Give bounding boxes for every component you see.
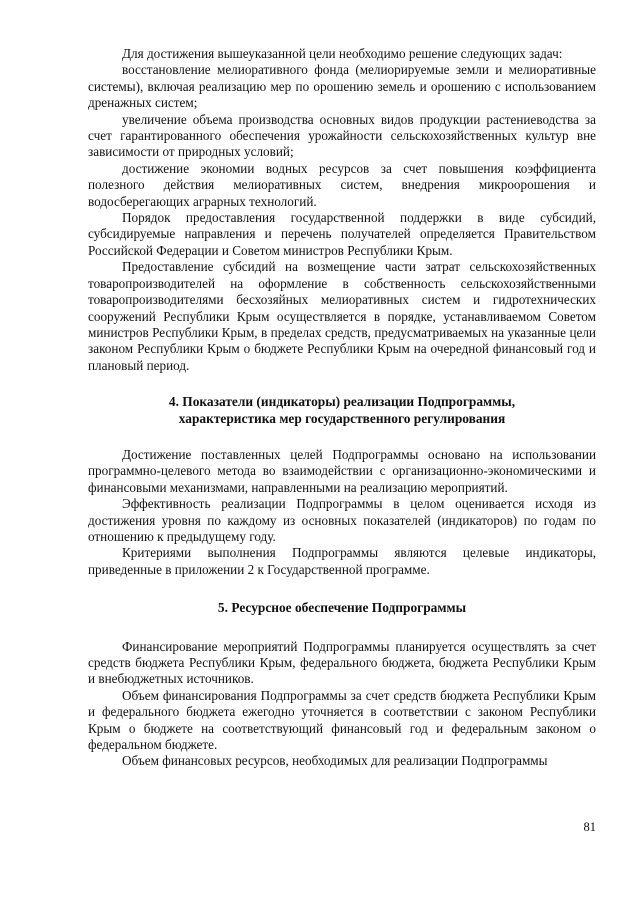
paragraph-task-2: увеличение объема производства основных видов продукции растениеводства за счет гарантированного обеспечения урожайности сельскохозяйственных культур вне зависимости от природных условий; (88, 111, 596, 160)
section-4-heading (88, 394, 596, 427)
paragraph-support-order: Порядок предоставления государственной поддержки в виде субсидий, субсидируемые направления и перечень получателей определяется Правительством Российской Федерации и Советом министров Республики Крым. (88, 210, 596, 258)
section-5-heading: 5. Ресурсное обеспечение Подпрограммы (217, 600, 467, 616)
paragraph-s5-1: Финансирование мероприятий Подпрограммы планируется осуществлять за счет средств бюджета Республики Крым, федерального бюджета, бюджета Республики Крым и внебюджетных источников. (88, 638, 596, 687)
paragraph-task-3: достижение экономии водных ресурсов за счет повышения коэффициента полезного действия мелиоративных систем, внедрения микроорошения и водосберегающих аграрных технологий. (88, 160, 596, 209)
paragraph-subsidies: Предоставление субсидий на возмещение части затрат сельскохозяйственных товаропроизводителей на оформление в собственность сельскохозяйственными товаропроизводителями бесхозяйных мелиоративных систем и гидротехнических сооружений Республики Крым осуществляется в порядке, устанавливаемом Советом министров Республики Крым, в пределах средств, предусматриваемых на указанные цели законом Республики Крым о бюджете Республики Крым на очередной финансовый год и плановый период. (88, 259, 596, 373)
section-4-heading-line-2: характеристика мер государственного регулирования (178, 410, 506, 426)
page-number: 81 (583, 820, 596, 834)
paragraph-s4-2: Эффективность реализации Подпрограммы в целом оценивается исходя из достижения уровня по каждому из основных показателей (индикаторов) по годам по отношению к предыдущему году. (88, 496, 596, 544)
paragraph-s4-3: Критериями выполнения Подпрограммы являются целевые индикаторы, приведенные в приложении 2 к Государственной программе. (88, 545, 596, 577)
paragraph-task-1: восстановление мелиоративного фонда (мелиорируемые земли и мелиоративные системы), включая реализацию мер по орошению земель и орошению с использованием дренажных систем; (88, 62, 596, 111)
paragraph-s5-3: Объем финансовых ресурсов, необходимых для реализации Подпрограммы (122, 753, 548, 769)
paragraph-s5-2: Объем финансирования Подпрограммы за счет средств бюджета Республики Крым и федерального бюджета ежегодно уточняется в соответствии с законом Республики Крым о бюджете на соответствующий финансовый год и федеральным законом о федеральном бюджете. (88, 687, 596, 753)
paragraph-s4-1: Достижение поставленных целей Подпрограммы основано на использовании программно-целевого метода во взаимодействии с организационно-экономическими и финансовыми механизмами, направленными на реализацию мероприятий. (88, 446, 596, 495)
paragraph-intro: Для достижения вышеуказанной цели необходимо решение следующих задач: (122, 46, 563, 61)
section-4-heading-line-1: 4. Показатели (индикаторы) реализации Подпрограммы, (168, 394, 516, 410)
